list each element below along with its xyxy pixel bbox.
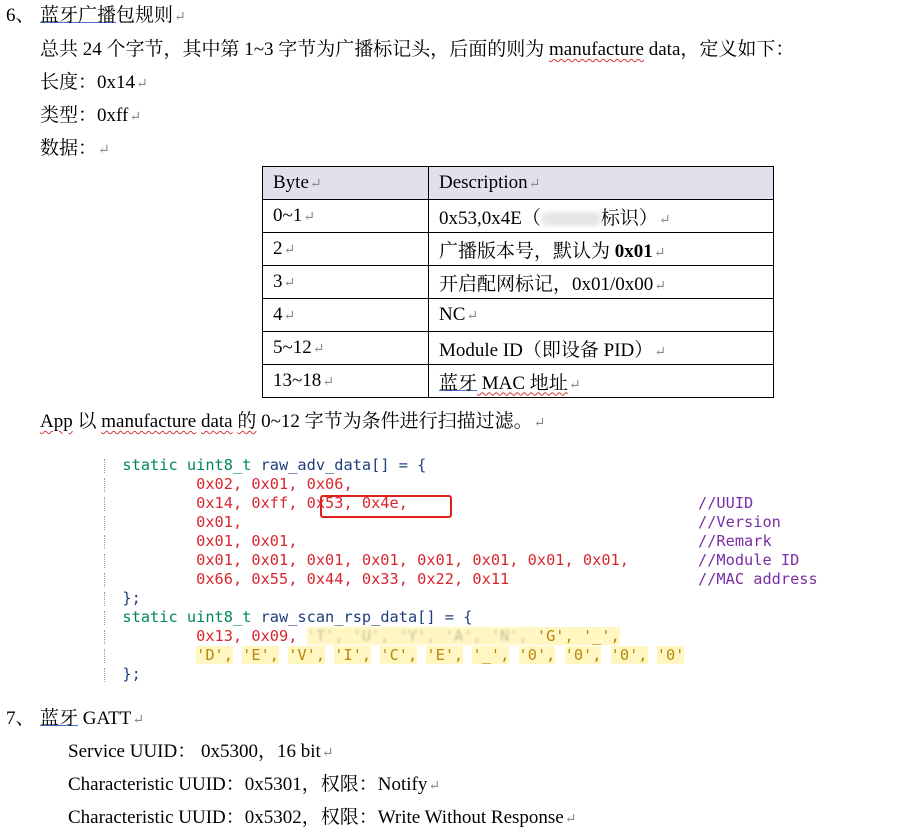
- table-cell-byte: 3↵: [263, 266, 429, 299]
- table-row: [263, 266, 774, 299]
- code-comment: //UUID: [698, 494, 754, 512]
- code-line: static uint8_t raw_scan_rsp_data[] = {: [104, 608, 472, 627]
- adv-packet-table: [262, 166, 774, 398]
- table-header-description: Description↵: [429, 167, 774, 200]
- code-line: };: [104, 665, 141, 684]
- code-comment: //MAC address: [698, 570, 818, 588]
- table-row: [263, 332, 774, 365]
- code-line: 0x01,: [104, 513, 242, 532]
- code-line: [104, 646, 684, 665]
- service-uuid-line: Service UUID： 0x5300，16 bit↵: [68, 741, 334, 762]
- table-cell-byte: 5~12↵: [263, 332, 429, 365]
- code-char-literal: '0',: [564, 646, 602, 664]
- characteristic-notify-line: Characteristic UUID：0x5301，权限：Notify↵: [68, 774, 441, 795]
- code-line: 0x02, 0x01, 0x06,: [104, 475, 353, 494]
- code-char-literal: '0',: [610, 646, 648, 664]
- highlight-box: [320, 495, 452, 518]
- paragraph-mark-icon: ↵: [129, 110, 142, 125]
- table-cell-byte: 4↵: [263, 299, 429, 332]
- table-cell-description: NC↵: [429, 299, 774, 332]
- type-line: [40, 104, 141, 130]
- code-comment: //Module ID: [698, 551, 800, 569]
- intro-manufacture: manufacture: [549, 39, 644, 60]
- code-line: 0x01, 0x01, 0x01, 0x01, 0x01, 0x01, 0x01, 0x01,: [104, 551, 629, 570]
- code-char-literal: 'D',: [196, 646, 233, 664]
- uuid-bytes-highlighted: 0x53, 0x4e,: [306, 494, 408, 512]
- section-7-number: 7、: [6, 708, 35, 729]
- data-label: 数据：: [40, 138, 98, 159]
- code-char-literal: '0': [656, 646, 685, 664]
- code-char-literal: '_',: [472, 646, 510, 664]
- paragraph-mark-icon: ↵: [98, 143, 110, 158]
- table-cell-byte: 13~18↵: [263, 365, 429, 398]
- characteristic-write-line: Characteristic UUID：0x5302，权限：Write Without Response↵: [68, 807, 577, 828]
- table-cell-byte: 2↵: [263, 233, 429, 266]
- code-comment: //Remark: [698, 532, 772, 550]
- table-cell-description: 蓝牙 MAC 地址↵: [429, 365, 774, 398]
- section-6-number: 6、: [6, 5, 35, 26]
- paragraph-mark-icon: ↵: [174, 10, 186, 25]
- section-7-title: 蓝牙 GATT↵: [40, 708, 145, 729]
- table-header-row: [263, 167, 774, 200]
- length-label: 长度：0x14: [40, 72, 136, 93]
- table-cell-description: Module ID（即设备 PID）↵: [429, 332, 774, 365]
- table-row: [263, 233, 774, 266]
- table-cell-description: 广播版本号，默认为 0x01↵: [429, 233, 774, 266]
- section-6-title-rest: 包规则: [116, 5, 174, 26]
- intro-text: 总共 24 个字节，其中第 1~3 字节为广播标记头，后面的则为: [40, 39, 550, 60]
- table-row: [263, 365, 774, 398]
- table-cell-description: 开启配网标记，0x01/0x00↵: [429, 266, 774, 299]
- type-label: 类型：0xff: [40, 105, 129, 126]
- code-char-literal: 'E',: [242, 646, 280, 664]
- table-cell-description: 0x53,0x4E（ 标识）↵: [429, 200, 774, 233]
- redacted-text: 'T', 'U', 'Y', 'A', 'N',: [306, 627, 537, 645]
- section-6-title: [40, 4, 186, 30]
- intro-data-define: data，定义如下：: [643, 39, 795, 60]
- data-line: [40, 137, 110, 163]
- code-line: 0x13, 0x09, 'T', 'U', 'Y', 'A', 'N', 'G', '_',: [104, 627, 620, 646]
- code-line: static uint8_t raw_adv_data[] = {: [104, 456, 426, 475]
- section-6-title-underlined: 蓝牙广播: [40, 5, 117, 26]
- table-row: [263, 200, 774, 233]
- paragraph-mark-icon: ↵: [533, 416, 546, 431]
- paragraph-mark-icon: ↵: [132, 713, 145, 728]
- code-line: 0x66, 0x55, 0x44, 0x33, 0x22, 0x11: [104, 570, 509, 589]
- section-6-intro: [40, 38, 794, 62]
- code-char-literal: 'E',: [426, 646, 464, 664]
- code-line: 0x14, 0xff, 0x53, 0x4e,: [104, 494, 408, 513]
- length-line: [40, 71, 148, 97]
- table-header-byte: Byte↵: [263, 167, 429, 200]
- code-char-literal: 'V',: [288, 646, 326, 664]
- paragraph-mark-icon: ↵: [136, 77, 148, 92]
- code-block: [104, 452, 864, 697]
- table-row: [263, 299, 774, 332]
- filter-note: App 以 manufacture data 的 0~12 字节为条件进行扫描过滤。↵: [40, 411, 546, 432]
- code-char-literal: 'I',: [334, 646, 372, 664]
- code-char-literal: 'C',: [380, 646, 418, 664]
- redacted-text: [541, 212, 601, 226]
- code-line: 0x01, 0x01,: [104, 532, 297, 551]
- code-char-literal: '0',: [518, 646, 556, 664]
- code-comment: //Version: [698, 513, 781, 531]
- table-cell-byte: 0~1↵: [263, 200, 429, 233]
- code-line: };: [104, 589, 141, 608]
